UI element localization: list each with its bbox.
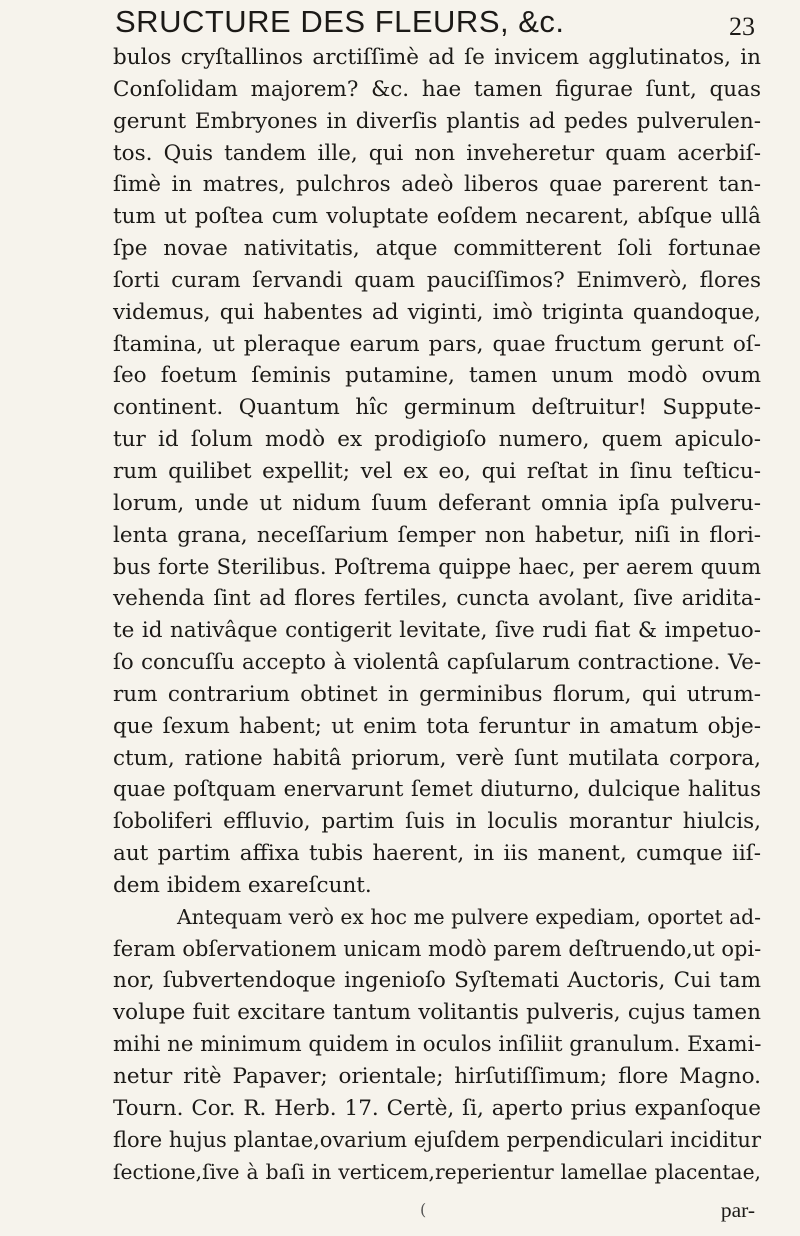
text-line: netur ritè Papaver; orientale; hirſutiſſimum; flore Magno. (113, 1064, 761, 1089)
text-line: lenta grana, neceſſarium ſemper non habetur, niſi in flori- (113, 522, 761, 548)
text-line: feram obſervationem unicam modò parem deſtruendo,ut opi- (113, 936, 762, 961)
catchword: par- (720, 1198, 755, 1222)
text-line: vehenda ſint ad flores fertiles, cuncta avolant, ſive aridita- (113, 586, 761, 612)
text-line: ſorti curam ſervandi quam pauciſſimos? Enimverò, flores (113, 267, 761, 293)
text-line: rum quilibet expellit; vel ex eo, qui reſtat in ſinu teſticu- (113, 458, 761, 484)
text-line: flore hujus plantae,ovarium ejuſdem perpendiculari inciditur (113, 1127, 761, 1152)
text-line: ſpe novae nativitatis, atque committerent ſoli fortunae (113, 236, 761, 262)
text-line: tur id ſolum modò ex prodigioſo numero, quem apiculo- (113, 427, 761, 453)
text-line: ſimè in matres, pulchros adeò liberos quae parerent tan- (113, 172, 761, 198)
paragraph-start-line: Antequam verò ex hoc me pulvere expediam, oportet ad- (177, 904, 761, 929)
text-line: Tourn. Cor. R. Herb. 17. Certè, ſi, aperto prius expanſoque (113, 1095, 761, 1121)
text-line: te id nativâque contigerit levitate, ſive rudi fiat & impetuo- (113, 618, 761, 644)
text-line: ſtamina, ut pleraque earum pars, quae fructum gerunt oſ- (113, 331, 761, 357)
text-line: mihi ne minimum quidem in oculos inſiliit granulum. Exami- (113, 1032, 762, 1058)
text-line: ſectione,ſive à baſi in verticem,reperientur lamellae placentae, (113, 1159, 761, 1184)
text-line: ſeo foetum ſeminis putamine, tamen unum modò ovum (113, 363, 761, 389)
text-line: continent. Quantum hîc germinum deſtruitur! Suppute- (113, 395, 761, 421)
text-line: tos. Quis tandem ille, qui non inveheretur quam acerbiſ- (113, 140, 761, 166)
text-line: Conſolidam majorem? &c. hae tamen figurae ſunt, quas (113, 76, 761, 102)
text-line: tum ut poſtea cum voluptate eoſdem necarent, abſque ullâ (113, 204, 761, 230)
text-line: ſoboliferi effluvio, partim ſuis in loculis morantur hiulcis, (113, 809, 761, 835)
text-line: ſo concuſſu accepto à violentâ capſularum contractione. Ve- (113, 650, 761, 676)
text-line: volupe fuit excitare tantum volitantis pulveris, cujus tamen (113, 1000, 761, 1026)
text-line: bulos cryſtallinos arctiſſimè ad ſe invicem agglutinatos, in (113, 45, 761, 70)
text-line: quae poſtquam enervarunt ſemet diuturno, dulcique halitus (113, 777, 761, 803)
text-line: que ſexum habent; ut enim tota feruntur in amatum obje- (113, 713, 761, 739)
text-line: nor, ſubvertendoque ingenioſo Syſtemati Auctoris, Cui tam (113, 968, 761, 994)
paragraph-end-line: dem ibidem exareſcunt. (113, 872, 372, 898)
text-line: ctum, ratione habitâ priorum, verè ſunt mutilata corpora, (113, 745, 761, 771)
body-text (113, 42, 761, 1188)
text-line: aut partim affixa tubis haerent, in iis manent, cumque iiſ- (113, 841, 761, 867)
text-line: lorum, unde ut nidum ſuum deferant omnia ipſa pulveru- (113, 490, 761, 516)
running-title: SRUCTURE DES FLEURS, &c. (115, 4, 565, 39)
page-number: 23 (729, 12, 755, 41)
text-line: gerunt Embryones in diverſis plantis ad pedes pulverulen- (113, 108, 761, 134)
text-line: bus forte Sterilibus. Poſtrema quippe haec, per aerem quum (113, 554, 761, 579)
signature-mark: ( (420, 1200, 427, 1219)
text-line: rum contrarium obtinet in germinibus florum, qui utrum- (113, 681, 761, 707)
text-line: videmus, qui habentes ad viginti, imò triginta quandoque, (113, 299, 761, 325)
